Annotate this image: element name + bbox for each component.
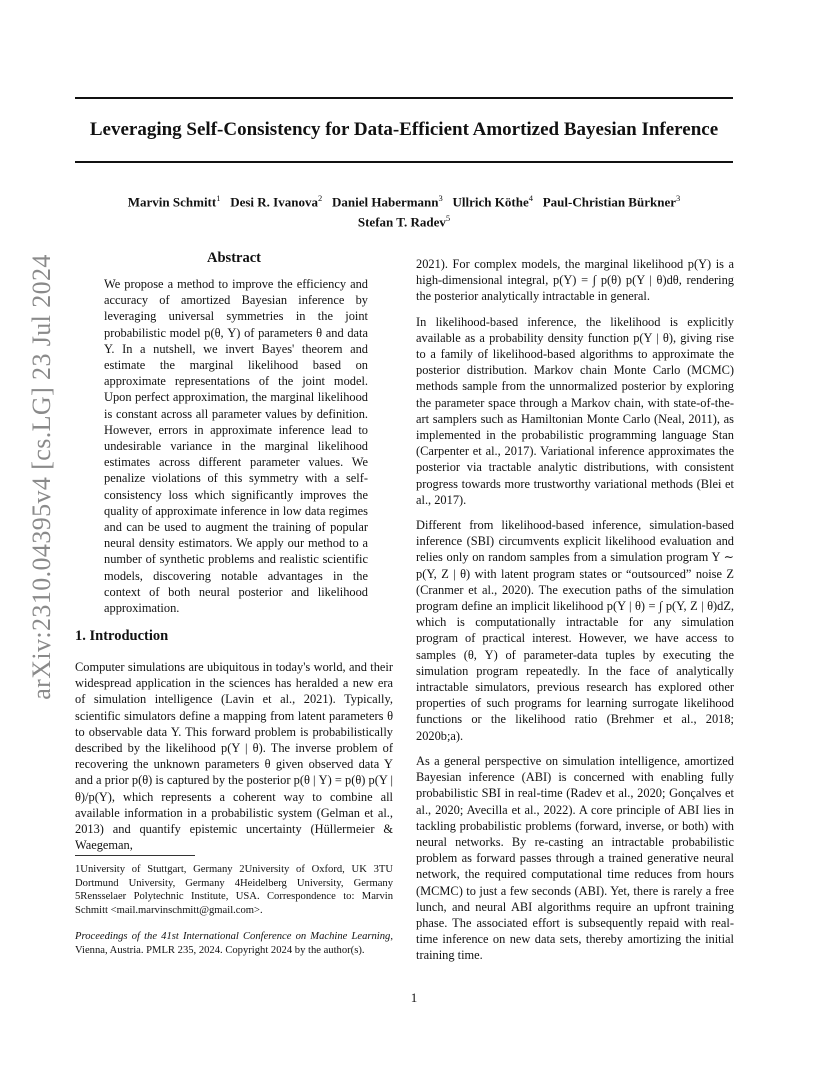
- footnote-rule: [75, 855, 195, 856]
- introduction-body: [75, 659, 393, 862]
- affiliation-mark: 5: [445, 213, 451, 224]
- affiliation-footnote: 1University of Stuttgart, Germany 2University of Oxford, UK 3TU Dortmund University, Germany 4Heidelberg University, Germany 5Rensselaer Polytechnic Institute, USA. Correspondence to: Marvin Schmitt <mail.marvinschmitt@gmail.com>.: [75, 864, 393, 916]
- proceedings-note: [75, 930, 393, 958]
- paragraph: 2021). For complex models, the marginal likelihood p(Y) is a high-dimensional integral, p(Y) = ∫ p(θ) p(Y | θ)dθ, rendering the posterior analytically intractable in general.: [416, 257, 734, 304]
- affiliation-mark: 3: [675, 193, 681, 203]
- paragraph: In likelihood-based inference, the likelihood is explicitly available as a probability density function p(Y | θ), giving rise to a family of likelihood-based algorithms to approximate the posterior distribution. Markov chain Monte Carlo (MCMC) methods sample from the unnormalized posterior by exploring the parameter space through a Markov chain, with state-of-the-art samplers such as Hamiltonian Monte Carlo (Neal, 2011), as implemented in the probabilistic programming language Stan (Carpenter et al., 2017). Variational inference approximates the posterior via tractable analytic distributions, with consistent progress towards more trustworthy variational methods (Blei et al., 2017).: [416, 314, 734, 507]
- author-list: [75, 190, 733, 231]
- page-number: 1: [410, 990, 418, 1005]
- right-column: [416, 256, 734, 973]
- author-name: Marvin Schmitt: [127, 194, 217, 210]
- author-name: Ullrich Köthe: [452, 194, 529, 210]
- abstract-heading: Abstract: [207, 250, 261, 266]
- affiliation-mark: 2: [317, 193, 323, 203]
- author-name: Paul-Christian Bürkner: [542, 194, 676, 210]
- abstract-body: [104, 276, 368, 625]
- affiliation-mark: 3: [438, 193, 443, 203]
- affiliation-mark: 1: [216, 193, 221, 203]
- section-heading-introduction: 1. Introduction: [75, 628, 169, 644]
- intro-paragraph: Computer simulations are ubiquitous in today's world, and their widespread application in the sciences has heralded a new era of simulation intelligence (Lavin et al., 2021). Typically, scientific simulators define a mapping from latent parameters θ to observable data Y. This forward problem is probabilistically described by the likelihood p(Y | θ). The inverse problem of recovering the unknown parameters θ given observed data Y and a prior p(θ) is captured by the posterior p(θ | Y) = p(θ) p(Y | θ)/p(Y), which represents a coherent way to combine all available information in a probabilistic system (Gelman et al., 2013) and quantify epistemic uncertainty (Hüllermeier & Waegeman,: [75, 660, 393, 853]
- author-name: Stefan T. Radev: [357, 214, 446, 230]
- proceedings-details: , Vienna, Austria. PMLR 235, 2024. Copyright 2024 by the author(s).: [75, 931, 393, 956]
- arxiv-identifier: arXiv:2310.04395v4 [cs.LG] 23 Jul 2024: [27, 254, 56, 700]
- paragraph: Different from likelihood-based inference, simulation-based inference (SBI) circumvents explicit likelihood evaluation and relies only on random samples from a simulation program Y ∼ p(Y, Z | θ) with latent program states or “outsourced” noise Z (Cranmer et al., 2020). The execution paths of the simulation program define an implicit likelihood p(Y | θ) = ∫ p(Y, Z | θ)dZ, which is computationally intractable for any simulation program of practical interest. However, we have access to samples (θ, Y) of parameter-data tuples by executing the simulation program repeatedly. In the face of analytically intractable simulators, previous research has explored other properties of such programs for learning surrogate likelihood functions or the likelihood ratio (Brehmer et al., 2018; 2020b;a).: [416, 518, 734, 743]
- author-name: Desi R. Ivanova: [230, 194, 318, 210]
- proceedings-venue: Proceedings of the 41st International Conference on Machine Learning: [75, 931, 391, 942]
- top-rule: [75, 97, 733, 99]
- paragraph: As a general perspective on simulation intelligence, amortized Bayesian inference (ABI) is concerned with enabling fully probabilistic SBI in real-time (Radev et al., 2020; Gonçalves et al., 2020; Avecilla et al., 2022). A core principle of ABI lies in tackling probabilistic problems (forward, inverse, or both) with neural networks. By re-casting an intractable probabilistic problem as forward passes through a trained generative neural network, the required computational time reduces from hours (MCMC) to just a few seconds (ABI). Yet, there is rarely a free lunch, and neural ABI algorithms require an upfront training phase. The associated effort is subsequently repaid with real-time inference on new data sets, thereby amortizing the initial training time.: [416, 753, 734, 963]
- author-name: Daniel Habermann: [331, 194, 439, 210]
- paper-title: Leveraging Self-Consistency for Data-Efficient Amortized Bayesian Inference: [89, 119, 719, 140]
- title-rule: [75, 161, 733, 163]
- affiliation-mark: 4: [528, 193, 533, 203]
- abstract-text: We propose a method to improve the efficiency and accuracy of amortized Bayesian inference by leveraging universal symmetries in the joint probabilistic model p(θ, Y) of parameters θ and data Y. In a nutshell, we invert Bayes' theorem and estimate the marginal likelihood based on approximate representations of the joint model. Upon perfect approximation, the marginal likelihood is constant across all parameter values by definition. However, errors in approximate inference lead to undesirable variance in the marginal likelihood estimates across different parameter values. We penalize violations of this symmetry with a self-consistency loss which significantly improves the quality of approximate inference in low data regimes and can be used to augment the training of popular neural density estimators. We apply our method to a number of synthetic problems and realistic scientific models, discovering notable advantages in the context of both neural posterior and likelihood approximation.: [104, 277, 368, 616]
